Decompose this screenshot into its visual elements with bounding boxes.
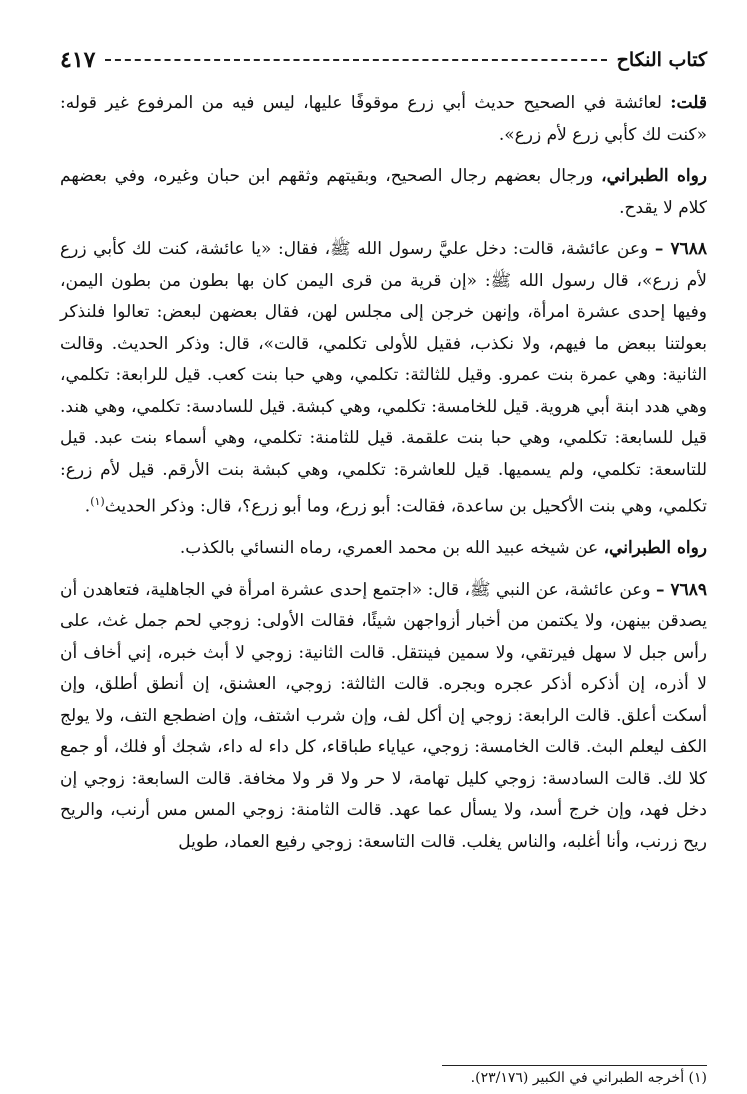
header-rule	[105, 59, 606, 61]
paragraph-lead: قلت:	[670, 93, 707, 113]
paragraph-text: وعن عائشة، قالت: دخل عليَّ رسول الله ﷺ، فقال: «يا عائشة، كنت لك كأبي زرع لأم زرع»، قال رسول الله ﷺ: «إن قرية من قرى اليمن كان بها بطون من بطون اليمن، وفيها إحدى عشرة امرأة، وإنهن خرجن إلى مجلس لهن، فقال بعضهن لبعض: تعالوا فلنذكر بعولتنا ببعض ما فيهم، ولا نكذب، فقيل للأولى تكلمي، قالت»، قال: وذكر الحديث. وقالت الثانية: وهي عمرة بنت عمرو. وقيل للثالثة: تكلمي، وهي حبا بنت كعب. قيل للرابعة: تكلمي، وهي هدد ابنة أبي هروية. قيل للخامسة: تكلمي، وهي كبشة. قيل للسادسة: تكلمي، وهي هند. قيل للسابعة: تكلمي، وهي حبا بنت علقمة. قيل للثامنة: تكلمي، وهي أسماء بنت عبد. قيل للتاسعة: تكلمي، ولم يسميها. قيل للعاشرة: تكلمي، وهي كبشة بنت الأرقم. قيل لأم زرع: تكلمي، وهي بنت الأكحيل بن ساعدة، فقالت: أبو زرع، وما أبو زرع؟، قال: وذكر الحديث	[60, 239, 707, 517]
page-number: ٤١٧	[60, 47, 96, 73]
paragraph-note	[60, 88, 707, 151]
footnote-marker: (١)	[90, 495, 105, 508]
hadith-number: ٧٦٨٩ –	[656, 579, 707, 600]
page-header	[60, 40, 707, 80]
hadith-number: ٧٦٨٨ –	[654, 239, 707, 259]
footnote: (١) أخرجه الطبراني في الكبير (٢٣/١٧٦).	[470, 1070, 707, 1086]
hadith-7689	[60, 575, 707, 859]
main-text	[60, 88, 707, 864]
paragraph-lead: رواه الطبراني،	[603, 538, 707, 559]
footnote-separator	[442, 1065, 707, 1066]
paragraph-text: عن شيخه عبيد الله بن محمد العمري، رماه النسائي بالكذب.	[179, 538, 604, 559]
paragraph-text: وعن عائشة، عن النبي ﷺ، قال: «اجتمع إحدى عشرة امرأة في الجاهلية، فتعاهدن أن يصدقن بينهن، ولا يكتمن من أخبار أزواجهن شيئًا، فقالت الأولى: زوجي لحم جمل غث، على رأس جبل لا سهل فيرتقي، ولا سمين فينتقل. قالت الثانية: زوجي لا أبث خبره، إني أخاف أن لا أذره، إن أذكره أذكر عجره وبجره. قالت الثالثة: زوجي، العشنق، إن أنطق أطلق، وإن أسكت أعلق. قالت الرابعة: زوجي إن أكل لف، وإن شرب اشتف، وإن اضطجع التف، ولا يولج الكف ليعلم البث. قالت الخامسة: زوجي، عياياء طباقاء، كل داء له داء، شجك أو فلك، أو جمع كلا لك. قالت السادسة: زوجي كليل تهامة، لا حر ولا قر ولا مخافة. قالت السابعة: زوجي إن دخل فهد، وإن خرج أسد، ولا يسأل عما عهد. قالت الثامنة: زوجي المس مس أرنب، والريح ريح زرنب، وأنا أغلبه، والناس يغلب. قالت التاسعة: زوجي رفيع العماد، طويل	[60, 579, 707, 852]
paragraph-lead: رواه الطبراني،	[601, 166, 707, 186]
paragraph-text: لعائشة في الصحيح حديث أبي زرع موقوفًا عليها، ليس فيه من المرفوع غير قوله: «كنت لك كأبي زرع لأم زرع».	[60, 93, 707, 145]
paragraph-narration	[60, 533, 707, 565]
chapter-title: كتاب النكاح	[616, 49, 707, 71]
hadith-7688	[60, 234, 707, 523]
paragraph-text: ورجال بعضهم رجال الصحيح، وبقيتهم وثقهم ابن حبان وغيره، وفي بعضهم كلام لا يقدح.	[60, 166, 707, 218]
paragraph-narration	[60, 161, 707, 224]
paragraph-tail: .	[84, 496, 91, 517]
